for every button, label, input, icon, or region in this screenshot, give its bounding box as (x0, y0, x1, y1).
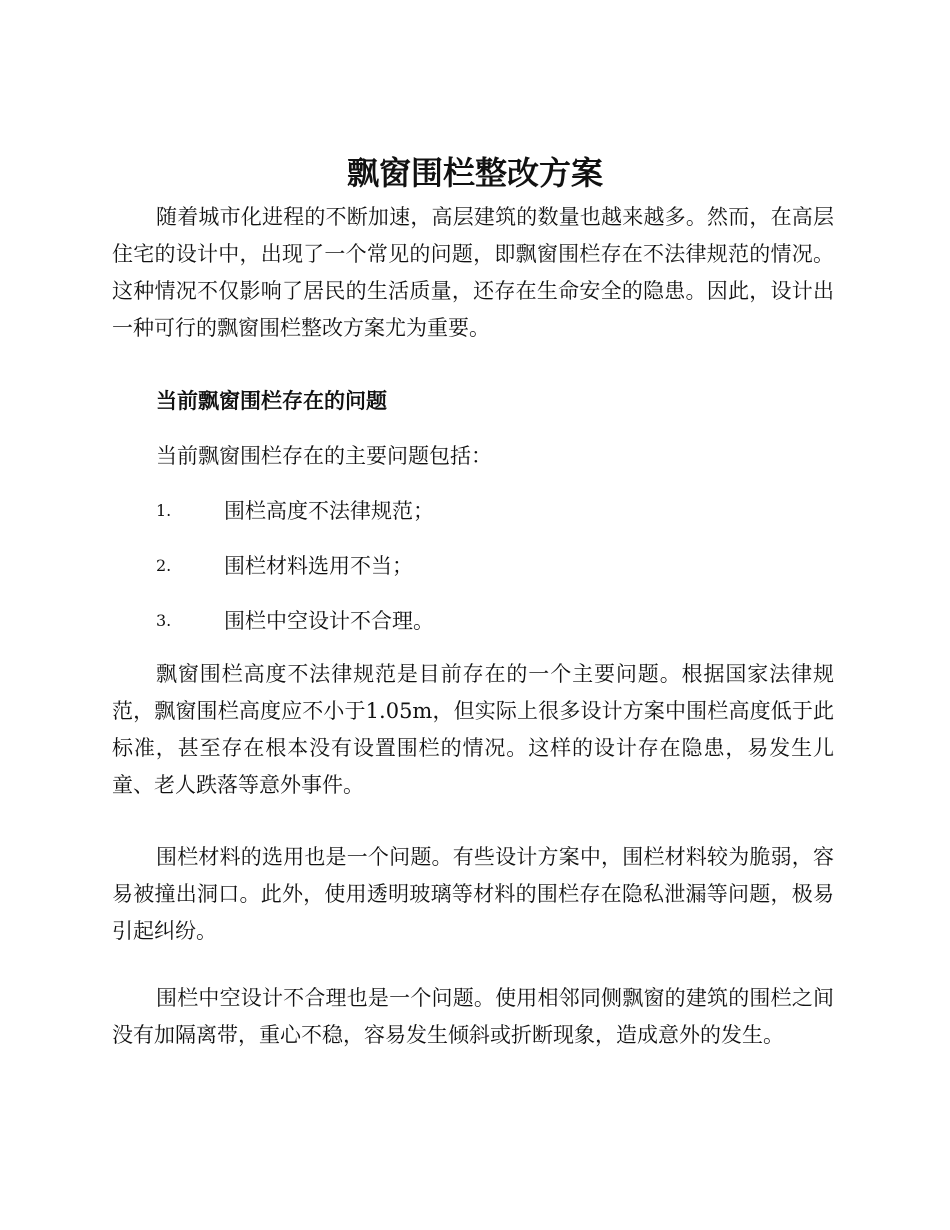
list-number: 2. (156, 556, 172, 575)
material-paragraph: 围栏材料的选用也是一个问题。有些设计方案中，围栏材料较为脆弱，容易被撞出洞口。此外，使用透明玻璃等材料的围栏存在隐私泄漏等问题，极易引起纠纷。 (112, 845, 834, 943)
list-text: 围栏中空设计不合理。 (224, 609, 434, 633)
document-title: 飘窗围栏整改方案 (346, 154, 603, 192)
intro-paragraph: 随着城市化进程的不断加速，高层建筑的数量也越来越多。然而，在高层住宅的设计中，出现了一个常见的问题，即飘窗围栏存在不法律规范的情况。这种情况不仅影响了居民的生活质量，还存在生命安全的隐患。因此，设计出一种可行的飘窗围栏整改方案尤为重要。 (112, 205, 834, 340)
list-lead: 当前飘窗围栏存在的主要问题包括： (156, 444, 492, 468)
list-number: 1. (156, 501, 172, 520)
list-text: 围栏高度不法律规范； (224, 499, 434, 523)
section-heading: 当前飘窗围栏存在的问题 (156, 389, 387, 413)
list-text: 围栏材料选用不当； (224, 554, 413, 578)
height-paragraph: 飘窗围栏高度不法律规范是目前存在的一个主要问题。根据国家法律规范，飘窗围栏高度应不小于1.05m，但实际上很多设计方案中围栏高度低于此标准，甚至存在根本没有设置围栏的情况。这样的设计存在隐患，易发生儿童、老人跌落等意外事件。 (112, 662, 834, 797)
list-number: 3. (156, 611, 172, 630)
hollow-design-paragraph: 围栏中空设计不合理也是一个问题。使用相邻同侧飘窗的建筑的围栏之间没有加隔离带，重心不稳，容易发生倾斜或折断现象，造成意外的发生。 (112, 986, 834, 1047)
